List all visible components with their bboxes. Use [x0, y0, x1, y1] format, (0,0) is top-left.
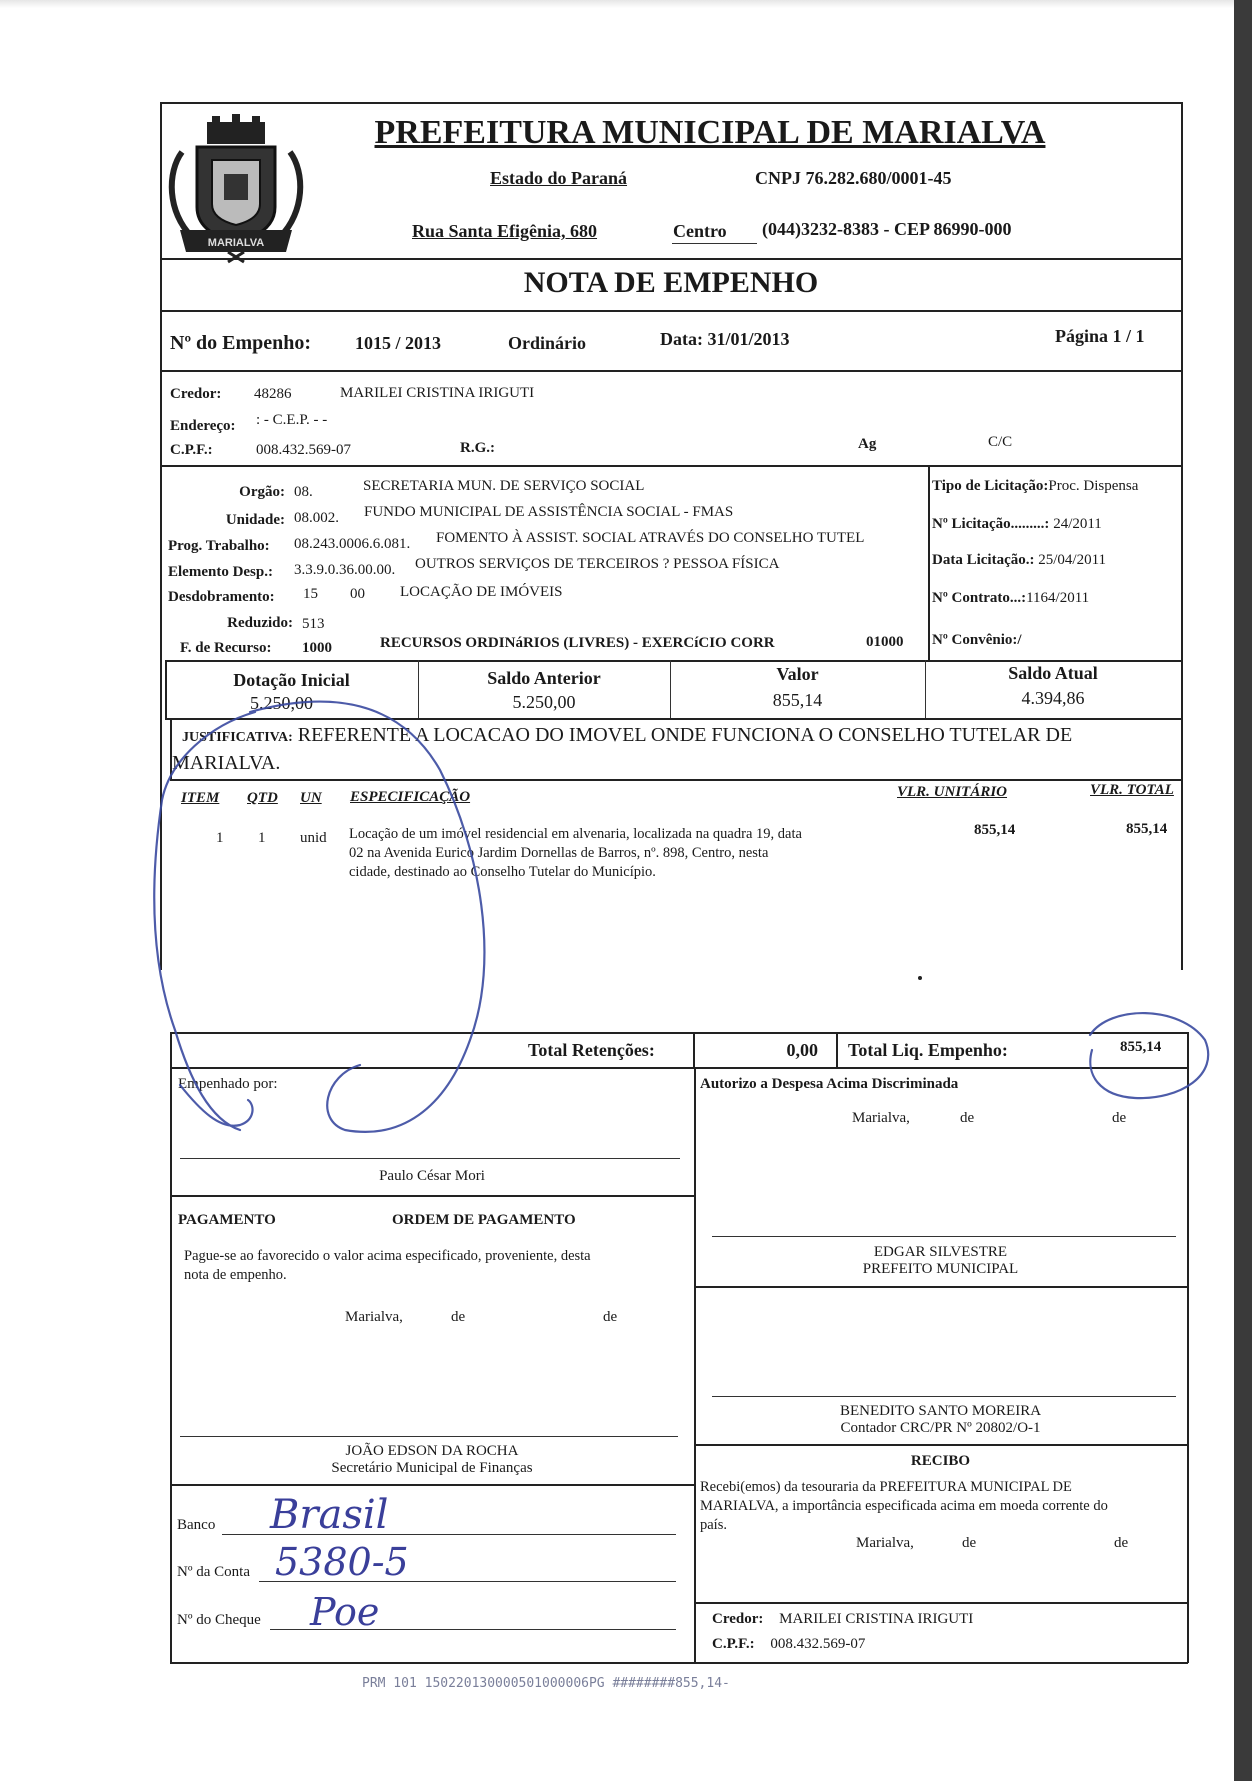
pagamento-city: Marialva, [345, 1309, 403, 1325]
justificativa-text-line1: REFERENTE A LOCACAO DO IMOVEL ONDE FUNCIONA O CONSELHO TUTELAR DE [297, 724, 1073, 746]
recibo-de1: de [962, 1535, 977, 1551]
recibo-text-line2: MARIALVA, a importância especificada acima em moeda corrente do [700, 1498, 1108, 1514]
row-spec-line3: cidade, destinado ao Conselho Tutelar do Município. [349, 864, 656, 880]
pagamento-text-line1: Pague-se ao favorecido o valor acima especificado, proveniente, desta [184, 1248, 591, 1264]
svg-text:MARIALVA: MARIALVA [207, 237, 265, 249]
saldo-anterior-label: Saldo Anterior [487, 668, 601, 688]
credor-label: Credor: [170, 386, 222, 402]
conta-label: Nº da Conta [177, 1564, 250, 1580]
valor-label: Valor [776, 664, 819, 684]
cheque-label: Nº do Cheque [177, 1612, 261, 1628]
recurso-number: 01000 [866, 634, 904, 650]
recibo-text-line1: Recebi(emos) da tesouraria da PREFEITURA MUNICIPAL DE [700, 1479, 1072, 1495]
desdobramento-label: Desdobramento: [168, 589, 275, 605]
address: Rua Santa Efigênia, 680 [412, 221, 598, 241]
unidade-label: Unidade: [225, 512, 285, 528]
recibo-credor-name: MARILEI CRISTINA IRIGUTI [779, 1611, 974, 1627]
credor-code: 48286 [254, 386, 292, 402]
pagamento-text-line2: nota de empenho. [184, 1267, 287, 1283]
convenio-label: Nº Convênio:/ [932, 632, 1022, 648]
row-qtd: 1 [258, 830, 266, 846]
header-valor-unitario: VLR. UNITÁRIO [897, 784, 1008, 800]
num-licitacao-label: Nº Licitação.........: [932, 516, 1050, 532]
agencia-label: Ag [858, 436, 877, 452]
cheque-handwritten-value: Poe [310, 1590, 380, 1634]
header-especificacao: ESPECIFICAÇÃO [350, 789, 471, 805]
cpf-value: 008.432.569-07 [256, 442, 351, 458]
row-spec-line1: Locação de um imóvel residencial em alvenaria, localizada na quadra 19, data [349, 826, 802, 842]
row-total-value: 855,14 [1126, 821, 1168, 837]
reduzido-value: 513 [302, 616, 325, 632]
credor-name: MARILEI CRISTINA IRIGUTI [340, 385, 535, 401]
total-liquido-label: Total Liq. Empenho: [848, 1040, 1008, 1060]
row-unit-value: 855,14 [974, 822, 1016, 838]
saldo-atual-value: 4.394,86 [1021, 688, 1085, 708]
recurso-label: F. de Recurso: [180, 640, 272, 656]
saldo-anterior-value: 5.250,00 [512, 692, 576, 712]
elemento-name: OUTROS SERVIÇOS DE TERCEIROS ? PESSOA FÍSICA [415, 556, 780, 572]
autorizo-de2: de [1112, 1110, 1127, 1126]
header-un: UN [300, 790, 322, 806]
endereco-value: : - C.E.P. - - [256, 412, 328, 428]
prefeito-role: PREFEITO MUNICIPAL [862, 1261, 1019, 1277]
programa-name: FOMENTO À ASSIST. SOCIAL ATRAVÉS DO CONSELHO TUTEL [436, 530, 865, 546]
elemento-code: 3.3.9.0.36.00.00. [294, 562, 396, 578]
valor-value: 855,14 [772, 690, 823, 710]
orgao-label: Orgão: [239, 484, 285, 500]
contador-role: Contador CRC/PR Nº 20802/O-1 [840, 1420, 1041, 1436]
header-item: ITEM [181, 790, 220, 806]
page-number: Página 1 / 1 [1055, 326, 1145, 346]
tipo-licitacao-value: Proc. Dispensa [1048, 478, 1139, 494]
empenhado-name: Paulo César Mori [379, 1168, 485, 1184]
orgao-name: SECRETARIA MUN. DE SERVIÇO SOCIAL [363, 478, 645, 494]
recibo-text-line3: país. [700, 1517, 727, 1533]
recibo-cpf-value: 008.432.569-07 [770, 1636, 866, 1652]
recurso-code: 1000 [302, 640, 332, 656]
unidade-name: FUNDO MUNICIPAL DE ASSISTÊNCIA SOCIAL - FMAS [364, 504, 734, 520]
empenho-number-label: Nº do Empenho: [170, 332, 312, 354]
cnpj: CNPJ 76.282.680/0001-45 [755, 168, 952, 188]
total-liquido-value: 855,14 [1120, 1039, 1162, 1055]
empenho-date: Data: 31/01/2013 [660, 329, 790, 349]
pagamento-de2: de [603, 1309, 618, 1325]
scan-right-edge [1234, 0, 1252, 1781]
recibo-label: RECIBO [910, 1453, 971, 1469]
total-retencoes-value: 0,00 [786, 1040, 818, 1060]
state-name: Estado do Paraná [490, 168, 628, 188]
num-licitacao-value: 24/2011 [1053, 516, 1102, 532]
programa-label: Prog. Trabalho: [168, 538, 270, 554]
dotacao-inicial-label: Dotação Inicial [233, 670, 350, 690]
programa-code: 08.243.0006.6.081. [294, 536, 411, 552]
recibo-credor-label: Credor: [712, 1611, 764, 1627]
coat-of-arms-logo [162, 112, 310, 267]
document-title: NOTA DE EMPENHO [523, 266, 819, 299]
contrato-label: Nº Contrato...: [932, 590, 1027, 606]
data-licitacao-label: Data Licitação.: [932, 552, 1035, 568]
autorizo-de1: de [960, 1110, 975, 1126]
data-licitacao-value: 25/04/2011 [1038, 552, 1107, 568]
autorizo-city: Marialva, [852, 1110, 910, 1126]
contrato-value: 1164/2011 [1026, 590, 1090, 606]
cpf-label: C.P.F.: [170, 442, 213, 458]
unidade-code: 08.002. [294, 510, 339, 526]
contador-name: BENEDITO SANTO MOREIRA [839, 1403, 1042, 1419]
recibo-cpf-label: C.P.F.: [712, 1636, 755, 1652]
desdobramento-sub: 00 [350, 586, 365, 602]
justificativa-label: JUSTIFICATIVA: [182, 730, 293, 745]
recurso-name: RECURSOS ORDINáRIOS (LIVRES) - EXERCíCIO CORR [380, 635, 775, 651]
row-item: 1 [216, 830, 224, 846]
pagamento-label: PAGAMENTO [178, 1212, 276, 1228]
row-un: unid [300, 830, 327, 846]
recibo-de2: de [1114, 1535, 1129, 1551]
secretario-name: JOÃO EDSON DA ROCHA [345, 1443, 519, 1459]
ordem-pagamento-label: ORDEM DE PAGAMENTO [392, 1212, 576, 1228]
footer-barcode-text: PRM 101 150220130000501000006PG ########855,14- [362, 1676, 730, 1691]
conta-corrente-label: C/C [988, 434, 1013, 450]
reduzido-label: Reduzido: [227, 615, 293, 631]
tipo-licitacao-label: Tipo de Licitação: [932, 478, 1049, 494]
justificativa-text-line2: MARIALVA. [172, 752, 281, 774]
prefeito-name: EDGAR SILVESTRE [873, 1244, 1008, 1260]
recibo-city: Marialva, [856, 1535, 914, 1551]
desdobramento-code: 15 [303, 586, 318, 602]
phone-cep: (044)3232-8383 - CEP 86990-000 [762, 219, 1012, 239]
header-valor-total: VLR. TOTAL [1090, 782, 1174, 798]
banco-label: Banco [177, 1517, 216, 1533]
desdobramento-name: LOCAÇÃO DE IMÓVEIS [400, 584, 563, 600]
header-qtd: QTD [247, 790, 278, 806]
autorizo-label: Autorizo a Despesa Acima Discriminada [700, 1076, 959, 1092]
row-spec-line2: 02 na Avenida Eurico Jardim Dornellas de Barros, nº. 898, Centro, nesta [349, 845, 769, 861]
municipality-title: PREFEITURA MUNICIPAL DE MARIALVA [374, 114, 1046, 151]
elemento-label: Elemento Desp.: [168, 564, 273, 580]
total-retencoes-label: Total Retenções: [528, 1040, 655, 1060]
rg-label: R.G.: [460, 440, 495, 456]
empenhado-label: Empenhado por: [178, 1076, 278, 1092]
pagamento-de1: de [451, 1309, 466, 1325]
banco-handwritten-value: Brasil [270, 1492, 389, 1538]
endereco-label: Endereço: [170, 418, 236, 434]
saldo-atual-label: Saldo Atual [1008, 663, 1098, 683]
orgao-code: 08. [294, 484, 313, 500]
empenho-type: Ordinário [508, 333, 587, 353]
empenho-number: 1015 / 2013 [355, 333, 442, 353]
scan-top-edge [0, 0, 1252, 8]
dotacao-inicial-value: 5.250,00 [250, 693, 313, 713]
district: Centro [673, 221, 727, 241]
secretario-role: Secretário Municipal de Finanças [331, 1460, 533, 1476]
conta-handwritten-value: 5380-5 [275, 1540, 409, 1584]
